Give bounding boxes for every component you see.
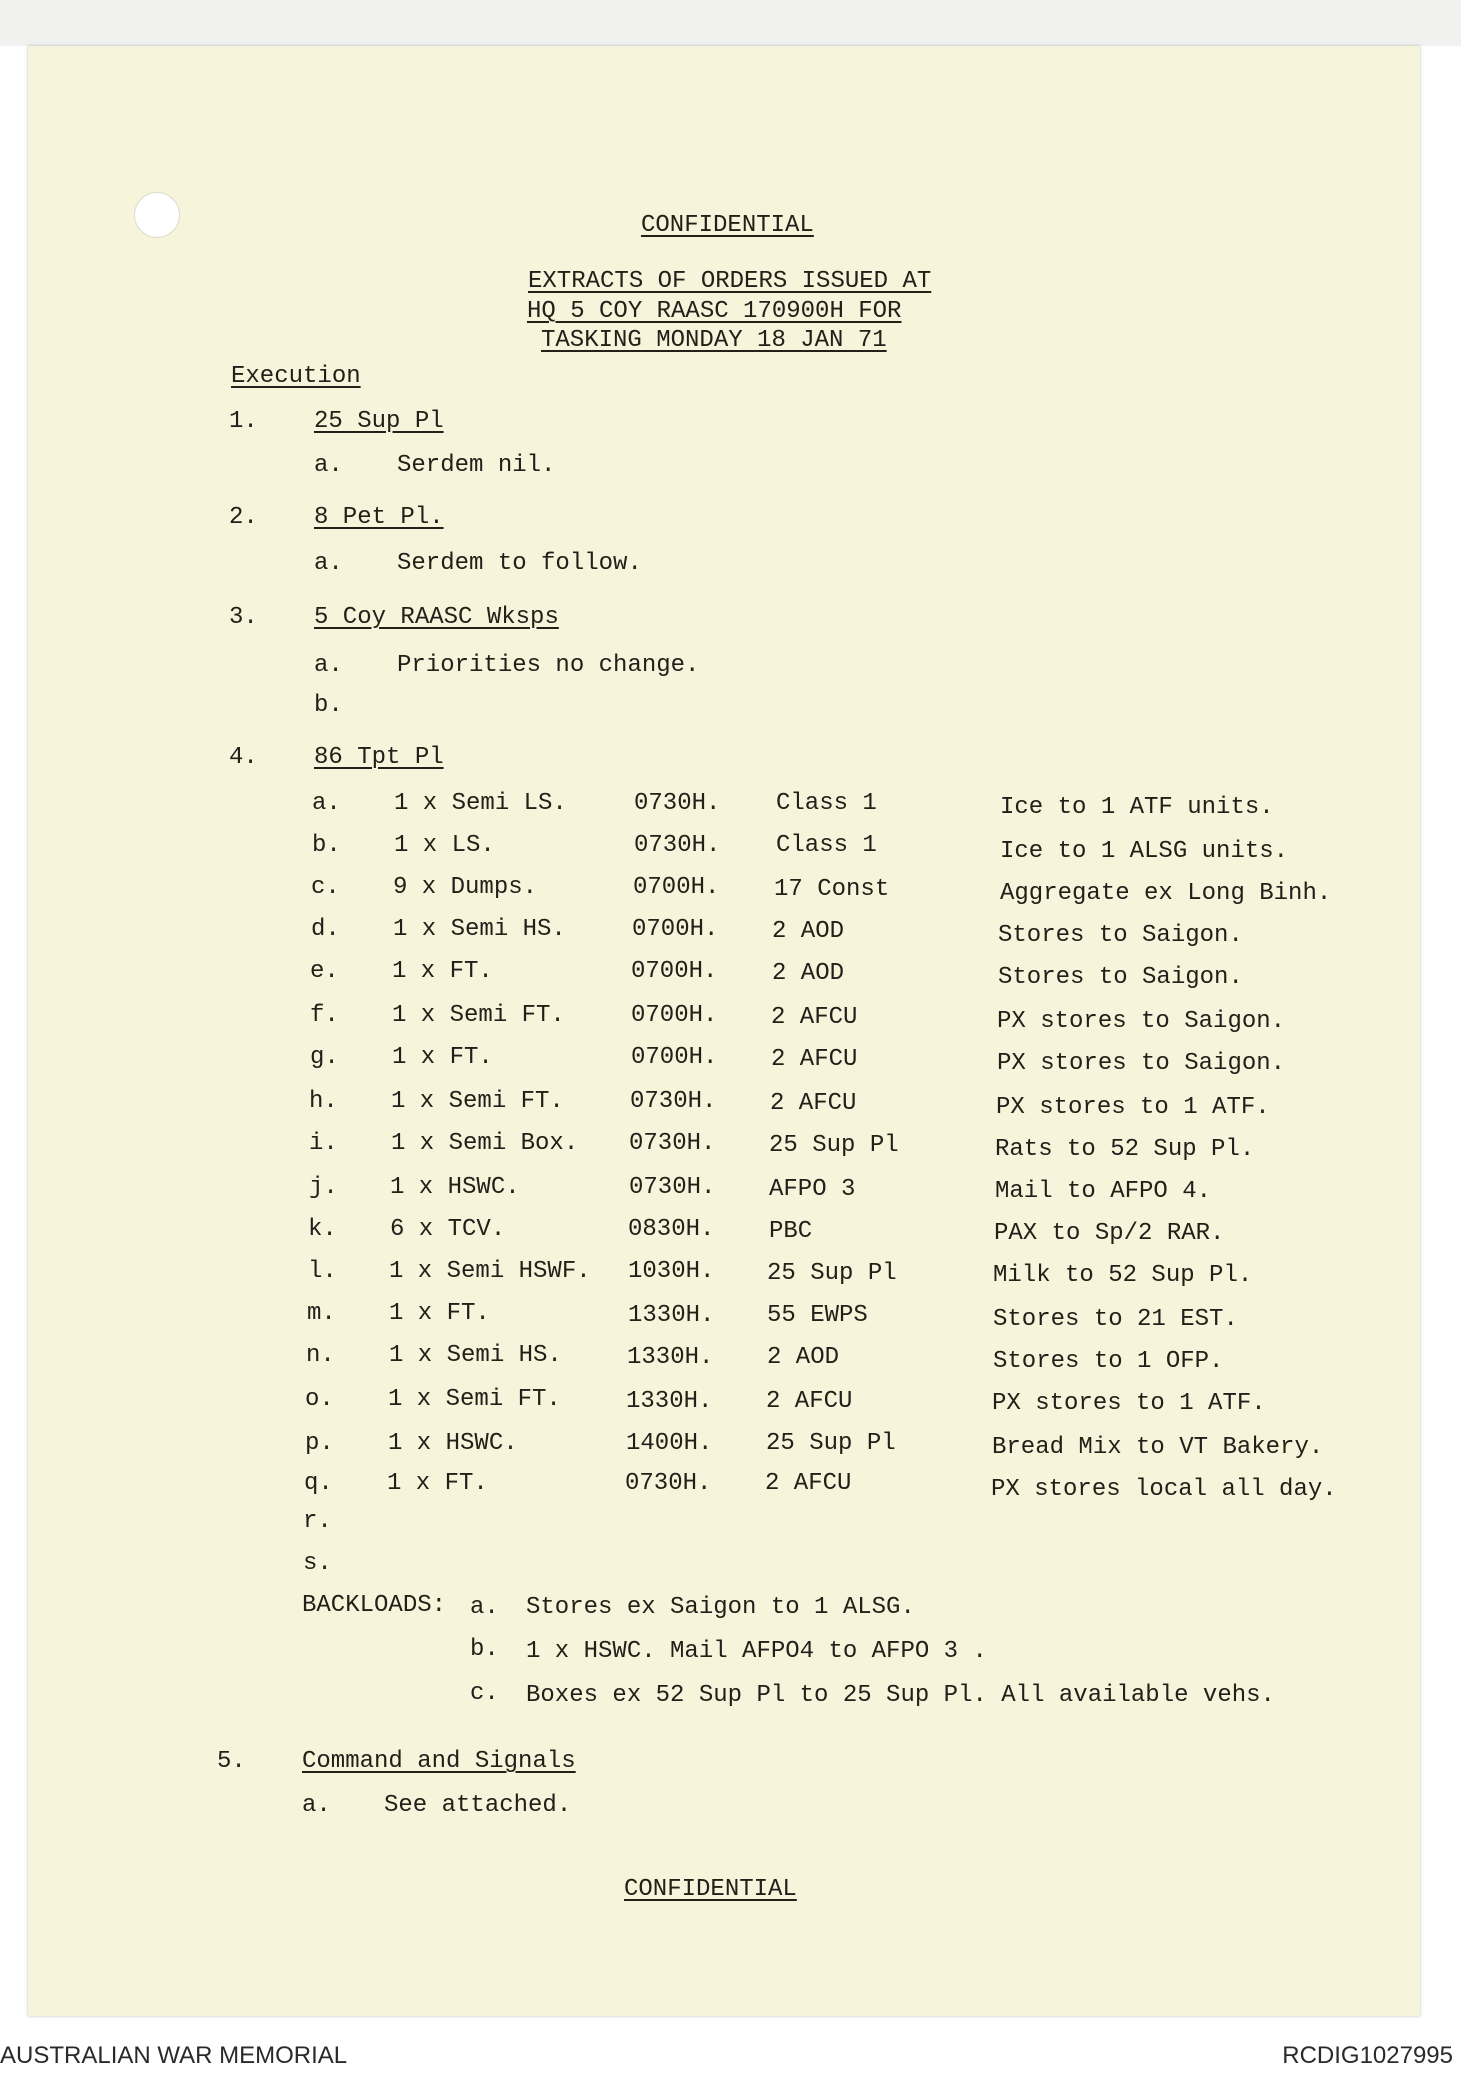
task-unit: 2 AFCU: [770, 1090, 857, 1117]
task-description: Stores to Saigon.: [998, 922, 1243, 949]
section-3-title: 5 Coy RAASC Wksps: [314, 604, 559, 631]
section-3-number: 3.: [229, 604, 258, 631]
task-vehicle: 1 x HSWC.: [388, 1430, 518, 1457]
task-letter: o.: [305, 1386, 334, 1413]
task-description: Mail to AFPO 4.: [995, 1178, 1212, 1205]
task-vehicle: 1 x Semi LS.: [394, 790, 567, 817]
section-4-number: 4.: [229, 744, 258, 771]
task-description: PX stores to Saigon.: [997, 1050, 1286, 1077]
section-2-title: 8 Pet Pl.: [314, 504, 444, 531]
task-description: PX stores local all day.: [991, 1476, 1337, 1503]
classification-bottom: CONFIDENTIAL: [624, 1876, 797, 1903]
task-description: PX stores to Saigon.: [997, 1008, 1286, 1035]
task-time: 0730H.: [634, 832, 721, 859]
task-description: PX stores to 1 ATF.: [996, 1094, 1270, 1121]
task-description: PAX to Sp/2 RAR.: [994, 1220, 1225, 1247]
section-2-number: 2.: [229, 504, 258, 531]
section-1-item-text: Serdem nil.: [397, 452, 556, 479]
task-letter: e.: [310, 958, 339, 985]
title-line-1: EXTRACTS OF ORDERS ISSUED AT: [528, 268, 932, 295]
task-vehicle: 1 x Semi HSWF.: [389, 1258, 591, 1285]
task-description: Rats to 52 Sup Pl.: [995, 1136, 1255, 1163]
section-1-title: 25 Sup Pl: [314, 408, 444, 435]
task-description: Stores to Saigon.: [998, 964, 1243, 991]
section-5-item-text: See attached.: [384, 1792, 572, 1819]
task-description: PX stores to 1 ATF.: [992, 1390, 1266, 1417]
task-description: Bread Mix to VT Bakery.: [992, 1434, 1324, 1461]
task-unit: 25 Sup Pl: [769, 1132, 899, 1159]
top-margin-bar: [0, 0, 1461, 46]
task-time: 1330H.: [627, 1344, 714, 1371]
task-vehicle: 1 x FT.: [392, 1044, 493, 1071]
backload-letter: c.: [470, 1680, 499, 1707]
task-vehicle: 1 x FT.: [387, 1470, 488, 1497]
title-line-3: TASKING MONDAY 18 JAN 71: [541, 327, 887, 354]
task-time: 0700H.: [631, 958, 718, 985]
task-description: Milk to 52 Sup Pl.: [993, 1262, 1253, 1289]
backload-text: Stores ex Saigon to 1 ALSG.: [526, 1594, 915, 1621]
task-letter: i.: [309, 1130, 338, 1157]
task-vehicle: 1 x FT.: [389, 1300, 490, 1327]
task-letter: m.: [307, 1300, 336, 1327]
task-vehicle: 6 x TCV.: [390, 1216, 506, 1243]
task-letter: k.: [308, 1216, 337, 1243]
task-description: Ice to 1 ALSG units.: [1000, 838, 1289, 865]
execution-heading: Execution: [231, 363, 361, 390]
task-description: Ice to 1 ATF units.: [1000, 794, 1274, 821]
task-vehicle: 1 x Semi FT.: [392, 1002, 565, 1029]
section-5-title: Command and Signals: [302, 1748, 576, 1775]
task-unit: 2 AFCU: [766, 1388, 853, 1415]
task-time: 0730H.: [630, 1088, 717, 1115]
section-2-item-letter: a.: [314, 550, 343, 577]
task-unit: AFPO 3: [769, 1176, 856, 1203]
backload-letter: b.: [470, 1636, 499, 1663]
section-2-item-text: Serdem to follow.: [397, 550, 642, 577]
task-time: 0700H.: [631, 1002, 718, 1029]
task-unit: Class 1: [776, 790, 877, 817]
task-time: 0700H.: [631, 1044, 718, 1071]
task-letter: g.: [310, 1044, 339, 1071]
task-letter: d.: [311, 916, 340, 943]
task-vehicle: 9 x Dumps.: [393, 874, 538, 901]
task-time: 0700H.: [633, 874, 720, 901]
task-letter: b.: [312, 832, 341, 859]
task-unit: 25 Sup Pl: [767, 1260, 897, 1287]
footer-institution: AUSTRALIAN WAR MEMORIAL: [0, 2042, 348, 2069]
section-3-item-letter: b.: [314, 692, 343, 719]
section-3-item-letter: a.: [314, 652, 343, 679]
task-letter: r.: [303, 1508, 332, 1535]
classification-top: CONFIDENTIAL: [641, 212, 814, 239]
task-letter: s.: [303, 1550, 332, 1577]
task-vehicle: 1 x Semi HS.: [393, 916, 566, 943]
task-time: 1030H.: [628, 1258, 715, 1285]
task-time: 0830H.: [628, 1216, 715, 1243]
task-unit: 2 AOD: [767, 1344, 840, 1371]
section-5-number: 5.: [217, 1748, 246, 1775]
section-1-item-letter: a.: [314, 452, 343, 479]
backload-letter: a.: [470, 1594, 499, 1621]
task-vehicle: 1 x FT.: [392, 958, 493, 985]
task-letter: n.: [306, 1342, 335, 1369]
task-vehicle: 1 x LS.: [394, 832, 495, 859]
task-letter: f.: [310, 1002, 339, 1029]
task-unit: 17 Const: [774, 876, 890, 903]
task-time: 0730H.: [629, 1174, 716, 1201]
task-time: 0700H.: [632, 916, 719, 943]
task-description: Stores to 21 EST.: [993, 1306, 1238, 1333]
punch-hole: [134, 192, 180, 238]
task-time: 1330H.: [628, 1302, 715, 1329]
backload-text: 1 x HSWC. Mail AFPO4 to AFPO 3 .: [526, 1638, 987, 1665]
task-description: Aggregate ex Long Binh.: [1000, 880, 1332, 907]
task-time: 1400H.: [626, 1430, 713, 1457]
title-line-2: HQ 5 COY RAASC 170900H FOR: [527, 298, 902, 325]
section-5-item-letter: a.: [302, 1792, 331, 1819]
task-vehicle: 1 x Semi Box.: [391, 1130, 579, 1157]
task-vehicle: 1 x Semi FT.: [391, 1088, 564, 1115]
task-description: Stores to 1 OFP.: [993, 1348, 1224, 1375]
task-letter: j.: [309, 1174, 338, 1201]
task-letter: l.: [308, 1258, 337, 1285]
task-vehicle: 1 x Semi HS.: [389, 1342, 562, 1369]
task-unit: 55 EWPS: [767, 1302, 868, 1329]
task-letter: q.: [304, 1470, 333, 1497]
task-unit: 2 AFCU: [771, 1046, 858, 1073]
task-letter: p.: [305, 1430, 334, 1457]
task-unit: 2 AFCU: [771, 1004, 858, 1031]
task-vehicle: 1 x HSWC.: [390, 1174, 520, 1201]
footer-record-id: RCDIG1027995: [1282, 2042, 1453, 2069]
task-vehicle: 1 x Semi FT.: [388, 1386, 561, 1413]
task-unit: 2 AOD: [772, 918, 845, 945]
task-unit: 25 Sup Pl: [766, 1430, 896, 1457]
task-unit: 2 AFCU: [765, 1470, 852, 1497]
backload-text: Boxes ex 52 Sup Pl to 25 Sup Pl. All available vehs.: [526, 1682, 1275, 1709]
section-1-number: 1.: [229, 408, 258, 435]
task-letter: c.: [311, 874, 340, 901]
task-letter: a.: [312, 790, 341, 817]
task-letter: h.: [309, 1088, 338, 1115]
task-time: 0730H.: [625, 1470, 712, 1497]
task-unit: 2 AOD: [772, 960, 845, 987]
task-unit: Class 1: [776, 832, 877, 859]
section-3-item-text: Priorities no change.: [397, 652, 700, 679]
task-time: 0730H.: [634, 790, 721, 817]
section-4-title: 86 Tpt Pl: [314, 744, 444, 771]
task-time: 0730H.: [629, 1130, 716, 1157]
task-unit: PBC: [769, 1218, 813, 1245]
task-time: 1330H.: [626, 1388, 713, 1415]
backloads-label: BACKLOADS:: [302, 1592, 447, 1619]
